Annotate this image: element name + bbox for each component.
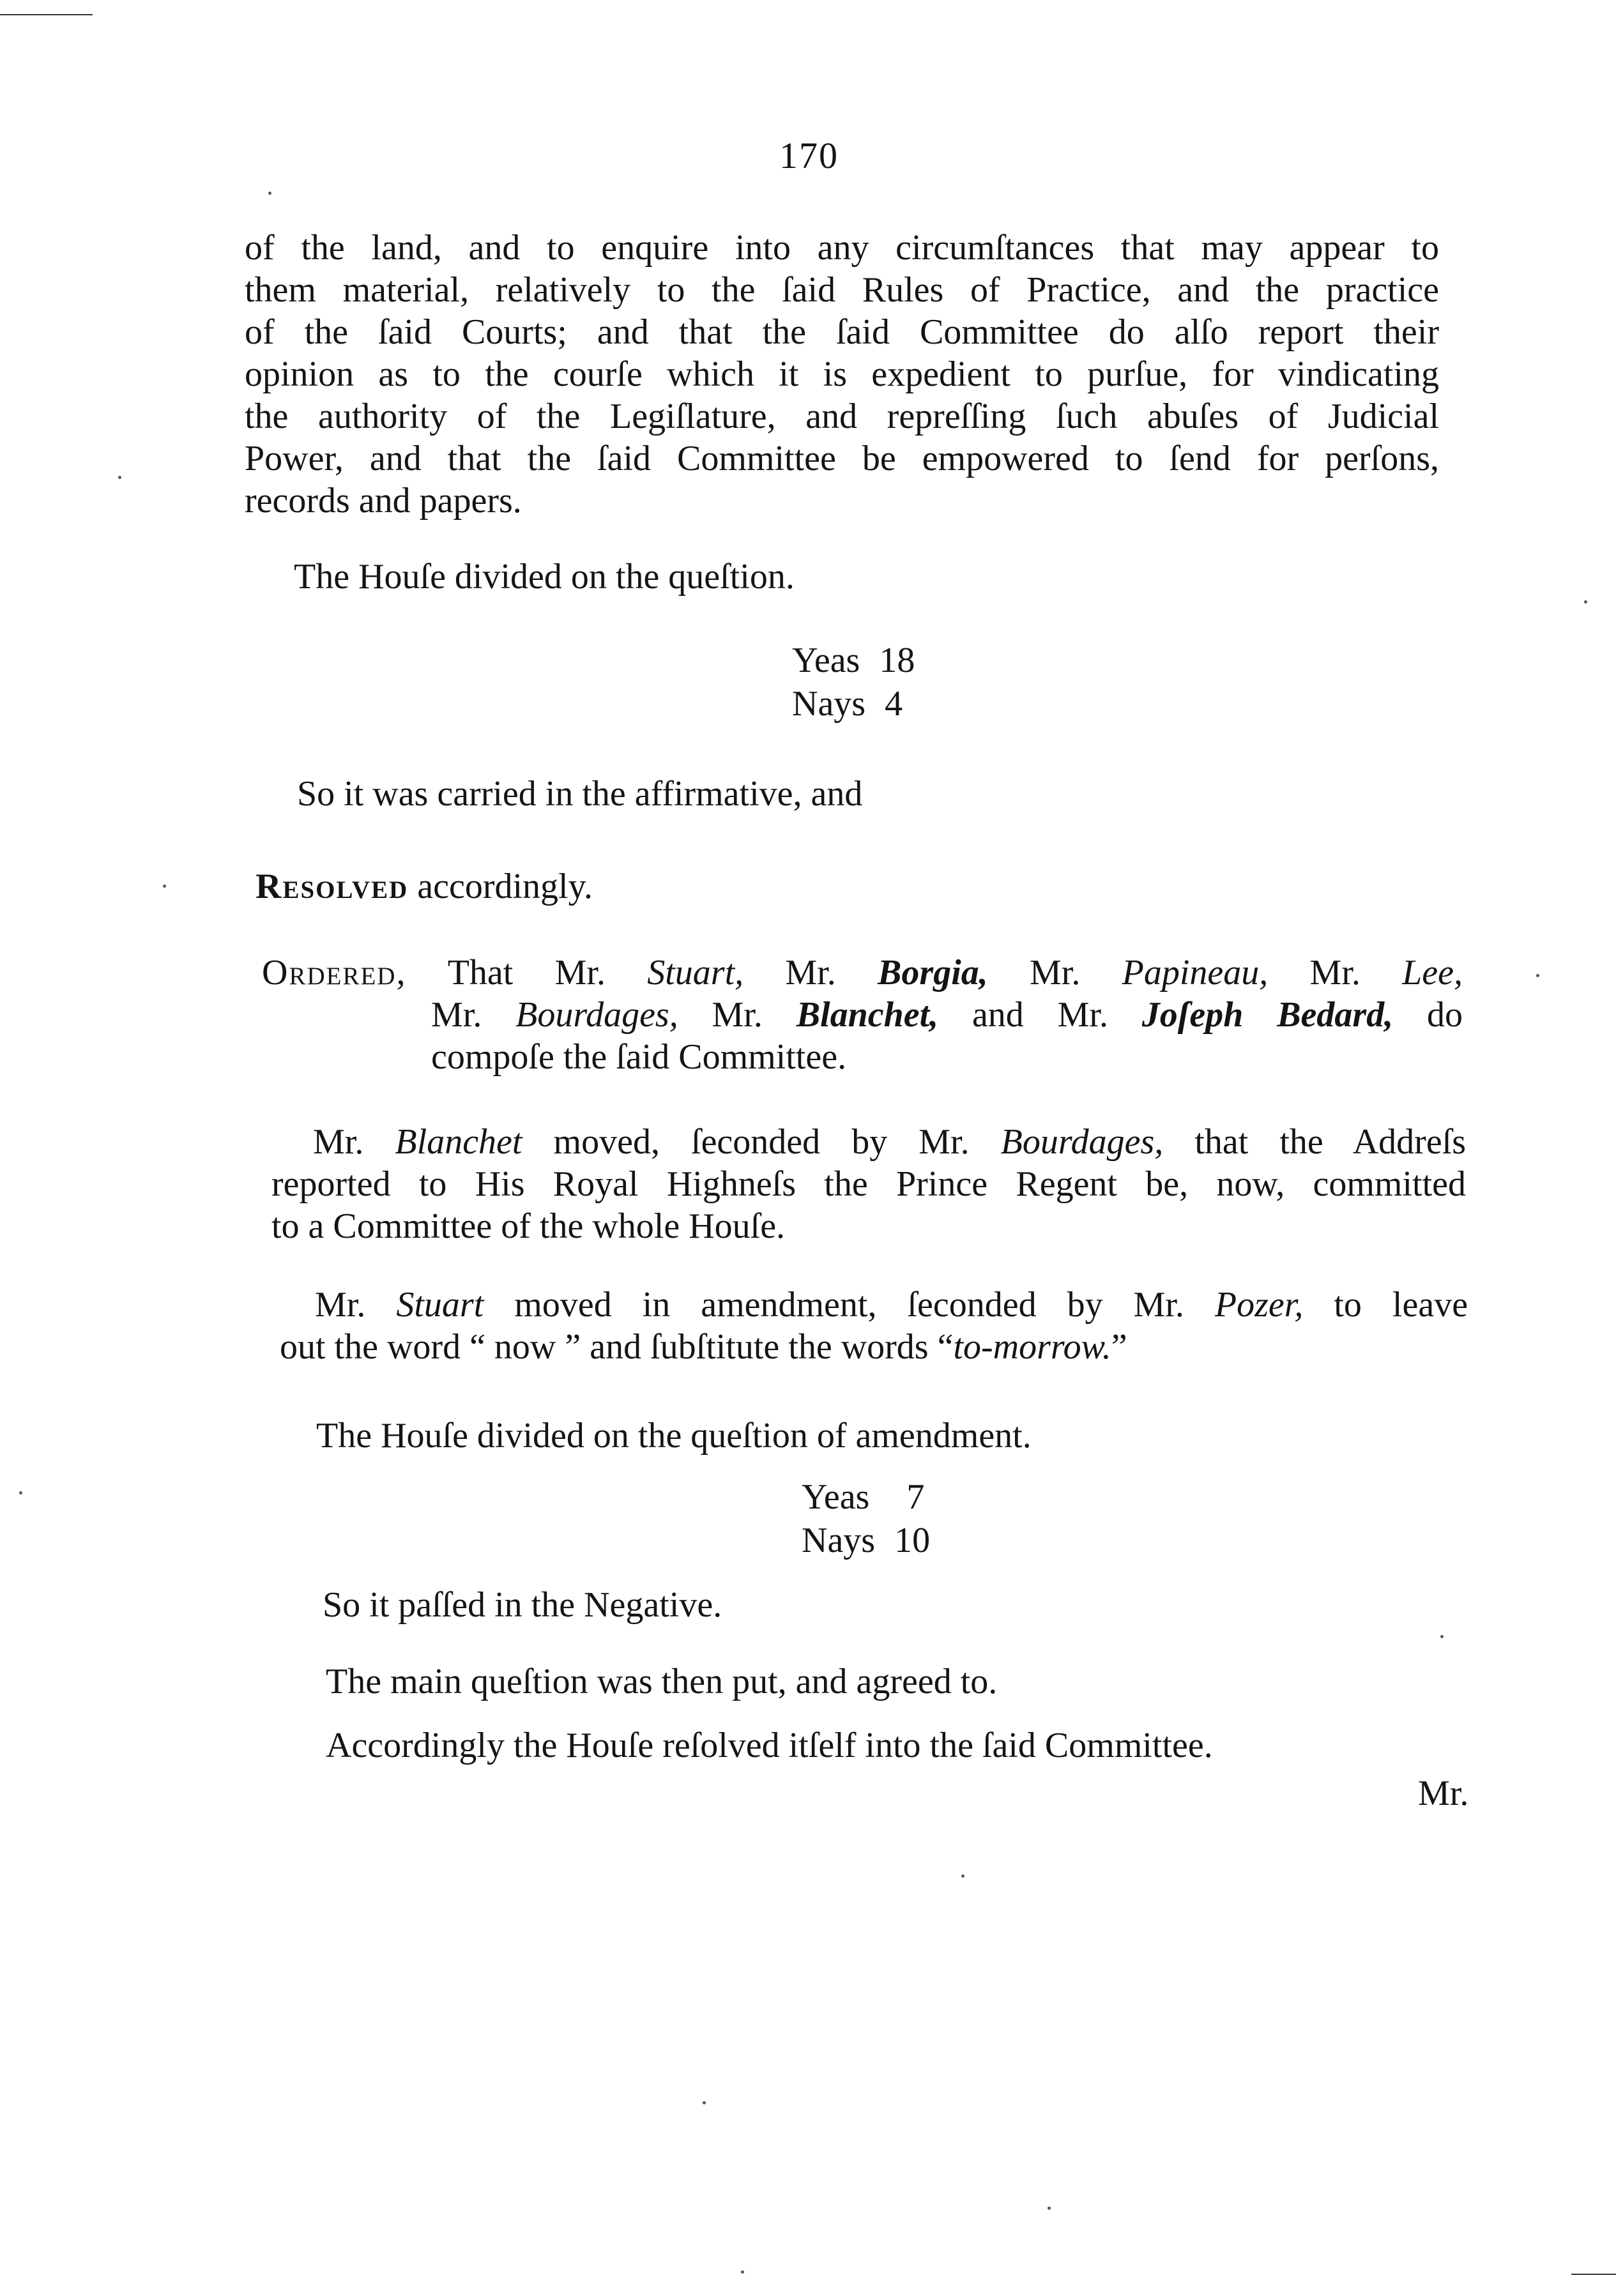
yeas-label: Yeas bbox=[802, 1477, 870, 1517]
motion-line: reported to His Royal Highneſs the Prince Regent be, now, committed bbox=[271, 1164, 1466, 1204]
motion-text: ” bbox=[1111, 1327, 1127, 1367]
resolved-line bbox=[255, 865, 593, 908]
motion-commit-address bbox=[271, 1121, 1466, 1247]
yeas-label: Yeas bbox=[792, 641, 860, 680]
member-name: Stuart bbox=[396, 1285, 484, 1325]
scan-speck bbox=[1440, 1635, 1444, 1638]
member-name: Bourdages, bbox=[515, 995, 678, 1035]
nays-row bbox=[792, 682, 915, 726]
motion-line bbox=[271, 1121, 1466, 1163]
motion-text: to leave bbox=[1334, 1285, 1468, 1325]
vote-tally bbox=[792, 639, 915, 726]
ordered-line: compoſe the ſaid Committee. bbox=[431, 1037, 847, 1077]
motion-amendment bbox=[280, 1284, 1468, 1368]
ordered-text: Mr. bbox=[712, 995, 763, 1035]
page-number: 170 bbox=[779, 135, 839, 176]
ordered-text: That Mr. bbox=[447, 953, 606, 992]
division-text: The Houſe divided on the queſtion of amendment. bbox=[316, 1416, 1032, 1456]
scan-speck bbox=[19, 1491, 22, 1494]
paragraph-committee-inquiry bbox=[245, 227, 1439, 522]
text-line: the authority of the Legiſlature, and repreſſing ſuch abuſes of Judicial bbox=[245, 397, 1439, 436]
ordered-text: Mr. bbox=[785, 953, 836, 992]
member-name: Blanchet, bbox=[796, 995, 939, 1035]
member-name: Papineau, bbox=[1122, 953, 1269, 992]
division-statement bbox=[316, 1415, 1032, 1457]
carried-statement bbox=[297, 773, 862, 815]
scan-edge-line bbox=[1571, 2274, 1616, 2275]
ordered-text: do bbox=[1427, 995, 1463, 1035]
scan-speck bbox=[1536, 974, 1539, 977]
carried-text: So it was carried in the affirmative, and bbox=[297, 774, 863, 814]
motion-line bbox=[280, 1284, 1468, 1326]
motion-text: out the word “ now ” and ſubſtitute the words “ bbox=[280, 1327, 954, 1367]
negative-statement bbox=[323, 1584, 722, 1626]
yeas-row bbox=[792, 639, 915, 682]
main-question-statement bbox=[326, 1661, 997, 1703]
yeas-row bbox=[802, 1475, 930, 1519]
text-line: of the ſaid Courts; and that the ſaid Committee do alſo report their bbox=[245, 312, 1439, 352]
ordered-text: Mr. bbox=[1030, 953, 1081, 992]
motion-text: Mr. bbox=[315, 1285, 366, 1325]
vote-tally bbox=[802, 1475, 930, 1562]
member-name: Blanchet bbox=[395, 1122, 522, 1162]
scan-speck bbox=[1584, 600, 1587, 604]
main-question-text: The main queſtion was then put, and agreed to. bbox=[326, 1662, 998, 1701]
ordered-statement bbox=[262, 952, 1463, 1078]
motion-text: that the Addreſs bbox=[1194, 1122, 1467, 1162]
scan-speck bbox=[741, 2270, 744, 2274]
motion-line bbox=[280, 1326, 1468, 1368]
scan-speck bbox=[961, 1874, 964, 1878]
member-name: Pozer, bbox=[1214, 1285, 1304, 1325]
text-line: Power, and that the ſaid Committee be empowered to ſend for perſons, bbox=[245, 439, 1439, 478]
scan-speck bbox=[163, 885, 166, 888]
division-statement bbox=[294, 556, 795, 598]
resolved-statement bbox=[255, 865, 593, 908]
division-text: The Houſe divided on the queſtion. bbox=[294, 557, 795, 597]
nays-label: Nays bbox=[792, 684, 866, 724]
committee-text: Accordingly the Houſe reſolved itſelf into the ſaid Committee. bbox=[326, 1726, 1213, 1765]
ordered-label: Ordered, bbox=[262, 953, 407, 992]
nays-count: 10 bbox=[894, 1521, 931, 1560]
text-line: opinion as to the courſe which it is expedient to purſue, for vindicating bbox=[245, 354, 1439, 394]
nays-count: 4 bbox=[885, 684, 903, 724]
scan-edge-line bbox=[0, 14, 93, 15]
scan-speck bbox=[268, 192, 271, 195]
resolved-text: accordingly. bbox=[417, 867, 593, 906]
ordered-line bbox=[262, 952, 1463, 994]
motion-text: Mr. bbox=[313, 1122, 364, 1162]
member-name: Lee, bbox=[1402, 953, 1463, 992]
motion-text: moved in amendment, ſeconded by Mr. bbox=[514, 1285, 1184, 1325]
quoted-word: to-morrow. bbox=[953, 1327, 1111, 1367]
nays-label: Nays bbox=[802, 1521, 876, 1560]
committee-statement bbox=[326, 1724, 1213, 1767]
motion-text: moved, ſeconded by Mr. bbox=[553, 1122, 970, 1162]
motion-line: to a Committee of the whole Houſe. bbox=[271, 1206, 786, 1246]
member-name: Bourdages, bbox=[1000, 1122, 1164, 1162]
yeas-count: 7 bbox=[906, 1477, 925, 1517]
text-line: them material, relatively to the ſaid Rules of Practice, and the practice bbox=[245, 270, 1439, 310]
text-line: of the land, and to enquire into any circumſtances that may appear to bbox=[245, 228, 1439, 268]
ordered-text: Mr. bbox=[1309, 953, 1361, 992]
member-name: Joſeph Bedard, bbox=[1141, 995, 1394, 1035]
scan-speck bbox=[118, 476, 121, 479]
negative-text: So it paſſed in the Negative. bbox=[323, 1585, 722, 1625]
ordered-line bbox=[431, 994, 1463, 1036]
nays-row bbox=[802, 1519, 930, 1562]
scan-speck bbox=[703, 2101, 706, 2104]
ordered-text: and Mr. bbox=[972, 995, 1108, 1035]
resolved-label: Resolved bbox=[255, 867, 409, 906]
member-name: Stuart, bbox=[647, 953, 744, 992]
member-name: Borgia, bbox=[878, 953, 988, 992]
text-line: records and papers. bbox=[245, 481, 522, 521]
scan-speck bbox=[1048, 2207, 1051, 2210]
ordered-text: Mr. bbox=[431, 995, 482, 1035]
yeas-count: 18 bbox=[879, 641, 915, 680]
catchword bbox=[1418, 1772, 1468, 1814]
catchword-text: Mr. bbox=[1418, 1774, 1469, 1813]
